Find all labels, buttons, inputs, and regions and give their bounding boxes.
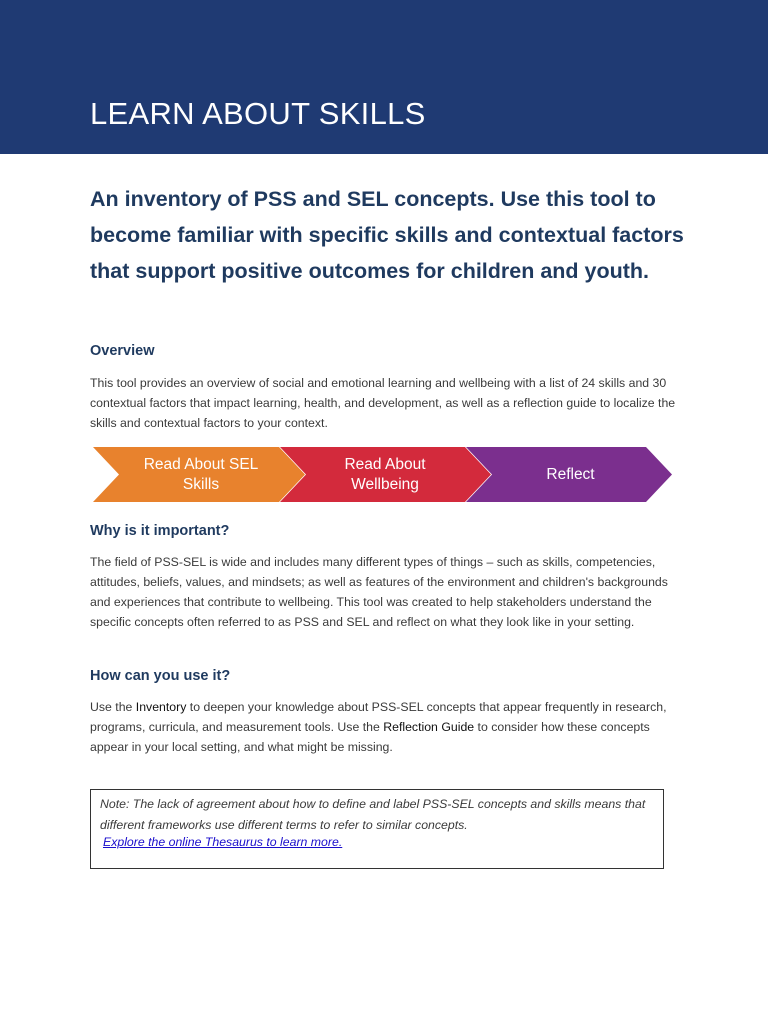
note-text: Note: The lack of agreement about how to define and label PSS-SEL concepts and skills means that different frameworks use different terms to refer to similar concepts. bbox=[100, 797, 646, 832]
flow-step-read-sel-skills[interactable]: Read About SEL Skills bbox=[143, 455, 259, 493]
header-banner bbox=[0, 0, 768, 154]
why-heading: Why is it important? bbox=[90, 523, 230, 539]
how-body-part2: to deepen your knowledge about PSS-SEL concepts that appear frequently in research, programs, curricula, and measurement tools. Use the bbox=[90, 700, 667, 734]
note-box bbox=[90, 789, 664, 869]
overview-heading: Overview bbox=[90, 343, 155, 359]
overview-body: This tool provides an overview of social and emotional learning and wellbeing with a list of 24 skills and 30 contextual factors that impact learning, health, and development, as well as a reflection guide to localize the skills and contextual factors to your context. bbox=[90, 376, 676, 430]
page-title: LEARN ABOUT SKILLS bbox=[90, 96, 426, 131]
flow-step-read-wellbeing[interactable]: Read About Wellbeing bbox=[344, 455, 426, 493]
how-body-part1: Use the bbox=[90, 700, 136, 714]
inventory-term: Inventory bbox=[135, 700, 187, 714]
process-flow bbox=[93, 447, 673, 502]
why-body: The field of PSS-SEL is wide and includes many different types of things – such as skills, competencies, attitudes, beliefs, values, and mindsets; as well as features of the environment and children's backgrounds and experiences that contribute to wellbeing. This tool was created to help stakeholders understand the specific concepts often referred to as PSS and SEL and reflect on what they look like in your setting. bbox=[90, 555, 668, 629]
page-subtitle: An inventory of PSS and SEL concepts. Use this tool to become familiar with specific skills and contextual factors that support positive outcomes for children and youth. bbox=[90, 187, 684, 283]
how-body-part3: to consider how these concepts appear in your local setting, and what might be missing. bbox=[90, 720, 650, 754]
reflection-guide-term: Reflection Guide bbox=[383, 720, 475, 734]
how-body bbox=[90, 697, 690, 757]
how-heading: How can you use it? bbox=[90, 668, 231, 684]
flow-step-reflect[interactable]: Reflect bbox=[546, 465, 595, 483]
thesaurus-link[interactable]: Explore the online Thesaurus to learn more. bbox=[103, 835, 343, 849]
